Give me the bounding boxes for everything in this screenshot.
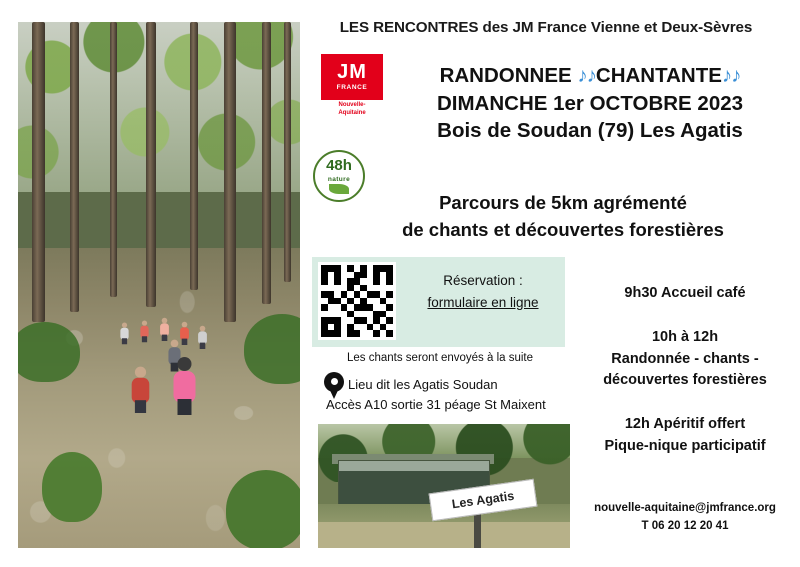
- site-sign-label: Les Agatis: [429, 479, 538, 521]
- tree-trunk: [224, 22, 236, 322]
- jm-logo-mark: [321, 54, 383, 100]
- schedule-item-2: Randonnée - chants -: [611, 350, 759, 367]
- music-note-icon-left: ♪♪: [577, 64, 596, 87]
- tree-trunk: [262, 22, 271, 304]
- tree-trunk: [110, 22, 117, 297]
- hiker: [140, 320, 150, 343]
- music-note-icon-right: ♪♪: [721, 64, 741, 87]
- schedule-item-4: 12h Apéritif offert: [624, 416, 746, 432]
- event-date: DIMANCHE 1er OCTOBRE 2023: [436, 91, 744, 115]
- parcours-line2: de chants et découvertes forestières: [402, 218, 724, 240]
- hiker-child-pink-backpack: [172, 355, 198, 415]
- jm-logo-region-line1: Nouvelle-: [338, 102, 366, 108]
- parcours-description: [330, 190, 796, 244]
- hiker-child: [130, 365, 151, 413]
- tree-trunk: [32, 22, 45, 322]
- badge-word: nature: [327, 176, 351, 183]
- schedule-item-5: Pique-nique participatif: [604, 437, 766, 454]
- jm-france-logo: [321, 54, 383, 126]
- hiker: [159, 317, 169, 341]
- parcours-line1: Parcours de 5km agrémenté: [439, 192, 687, 213]
- reservation-link[interactable]: formulaire en ligne: [427, 294, 539, 310]
- photo2-path: [318, 522, 570, 548]
- hiker: [120, 322, 130, 345]
- event-title-line1: [385, 62, 795, 90]
- schedule-item-1: 10h à 12h: [651, 328, 719, 345]
- contact-email[interactable]: nouvelle-aquitaine@jmfrance.org: [594, 502, 776, 514]
- jm-logo-region-line2: Aquitaine: [338, 109, 366, 116]
- jm-logo-region: [321, 102, 383, 117]
- badge-number: 48h: [326, 157, 352, 174]
- tree-trunk: [190, 22, 198, 290]
- jm-logo-france: FRANCE: [336, 84, 368, 92]
- qr-code-grid: [321, 265, 393, 337]
- page-title: LES RENCONTRES des JM France Vienne et Deux-Sèvres: [339, 19, 753, 36]
- location-text: [326, 375, 573, 415]
- event-title-randonnee: RANDONNEE: [439, 64, 578, 87]
- tree-trunk: [70, 22, 79, 312]
- location-line1: Lieu dit les Agatis Soudan: [348, 377, 498, 392]
- schedule-list: [578, 283, 792, 458]
- shrub: [226, 470, 300, 548]
- tree-trunk: [146, 22, 156, 307]
- hiker: [197, 325, 207, 349]
- reservation-text: [404, 270, 562, 313]
- qr-code-icon[interactable]: [318, 262, 396, 340]
- forest-walk-photo: [18, 22, 300, 548]
- contact-phone: T 06 20 12 20 41: [641, 519, 729, 532]
- jm-logo-initials: JM: [337, 61, 367, 84]
- tree-trunk: [284, 22, 291, 282]
- event-titles: [385, 62, 795, 145]
- schedule-item-3: découvertes forestières: [603, 372, 767, 389]
- reservation-label: Réservation :: [443, 273, 523, 288]
- event-place: Bois de Soudan (79) Les Agatis: [437, 119, 743, 143]
- photo-canopy: [18, 22, 300, 272]
- location-line2: Accès A10 sortie 31 péage St Maixent: [326, 397, 546, 413]
- event-title-chantante: CHANTANTE: [595, 64, 722, 87]
- shrub: [42, 452, 102, 522]
- agatis-site-photo: [318, 424, 570, 548]
- shrub: [18, 322, 80, 382]
- schedule-item-0: 9h30 Accueil café: [624, 285, 746, 301]
- contact-block: [578, 500, 792, 536]
- songs-note: Les chants seront envoyés à la suite: [346, 352, 534, 364]
